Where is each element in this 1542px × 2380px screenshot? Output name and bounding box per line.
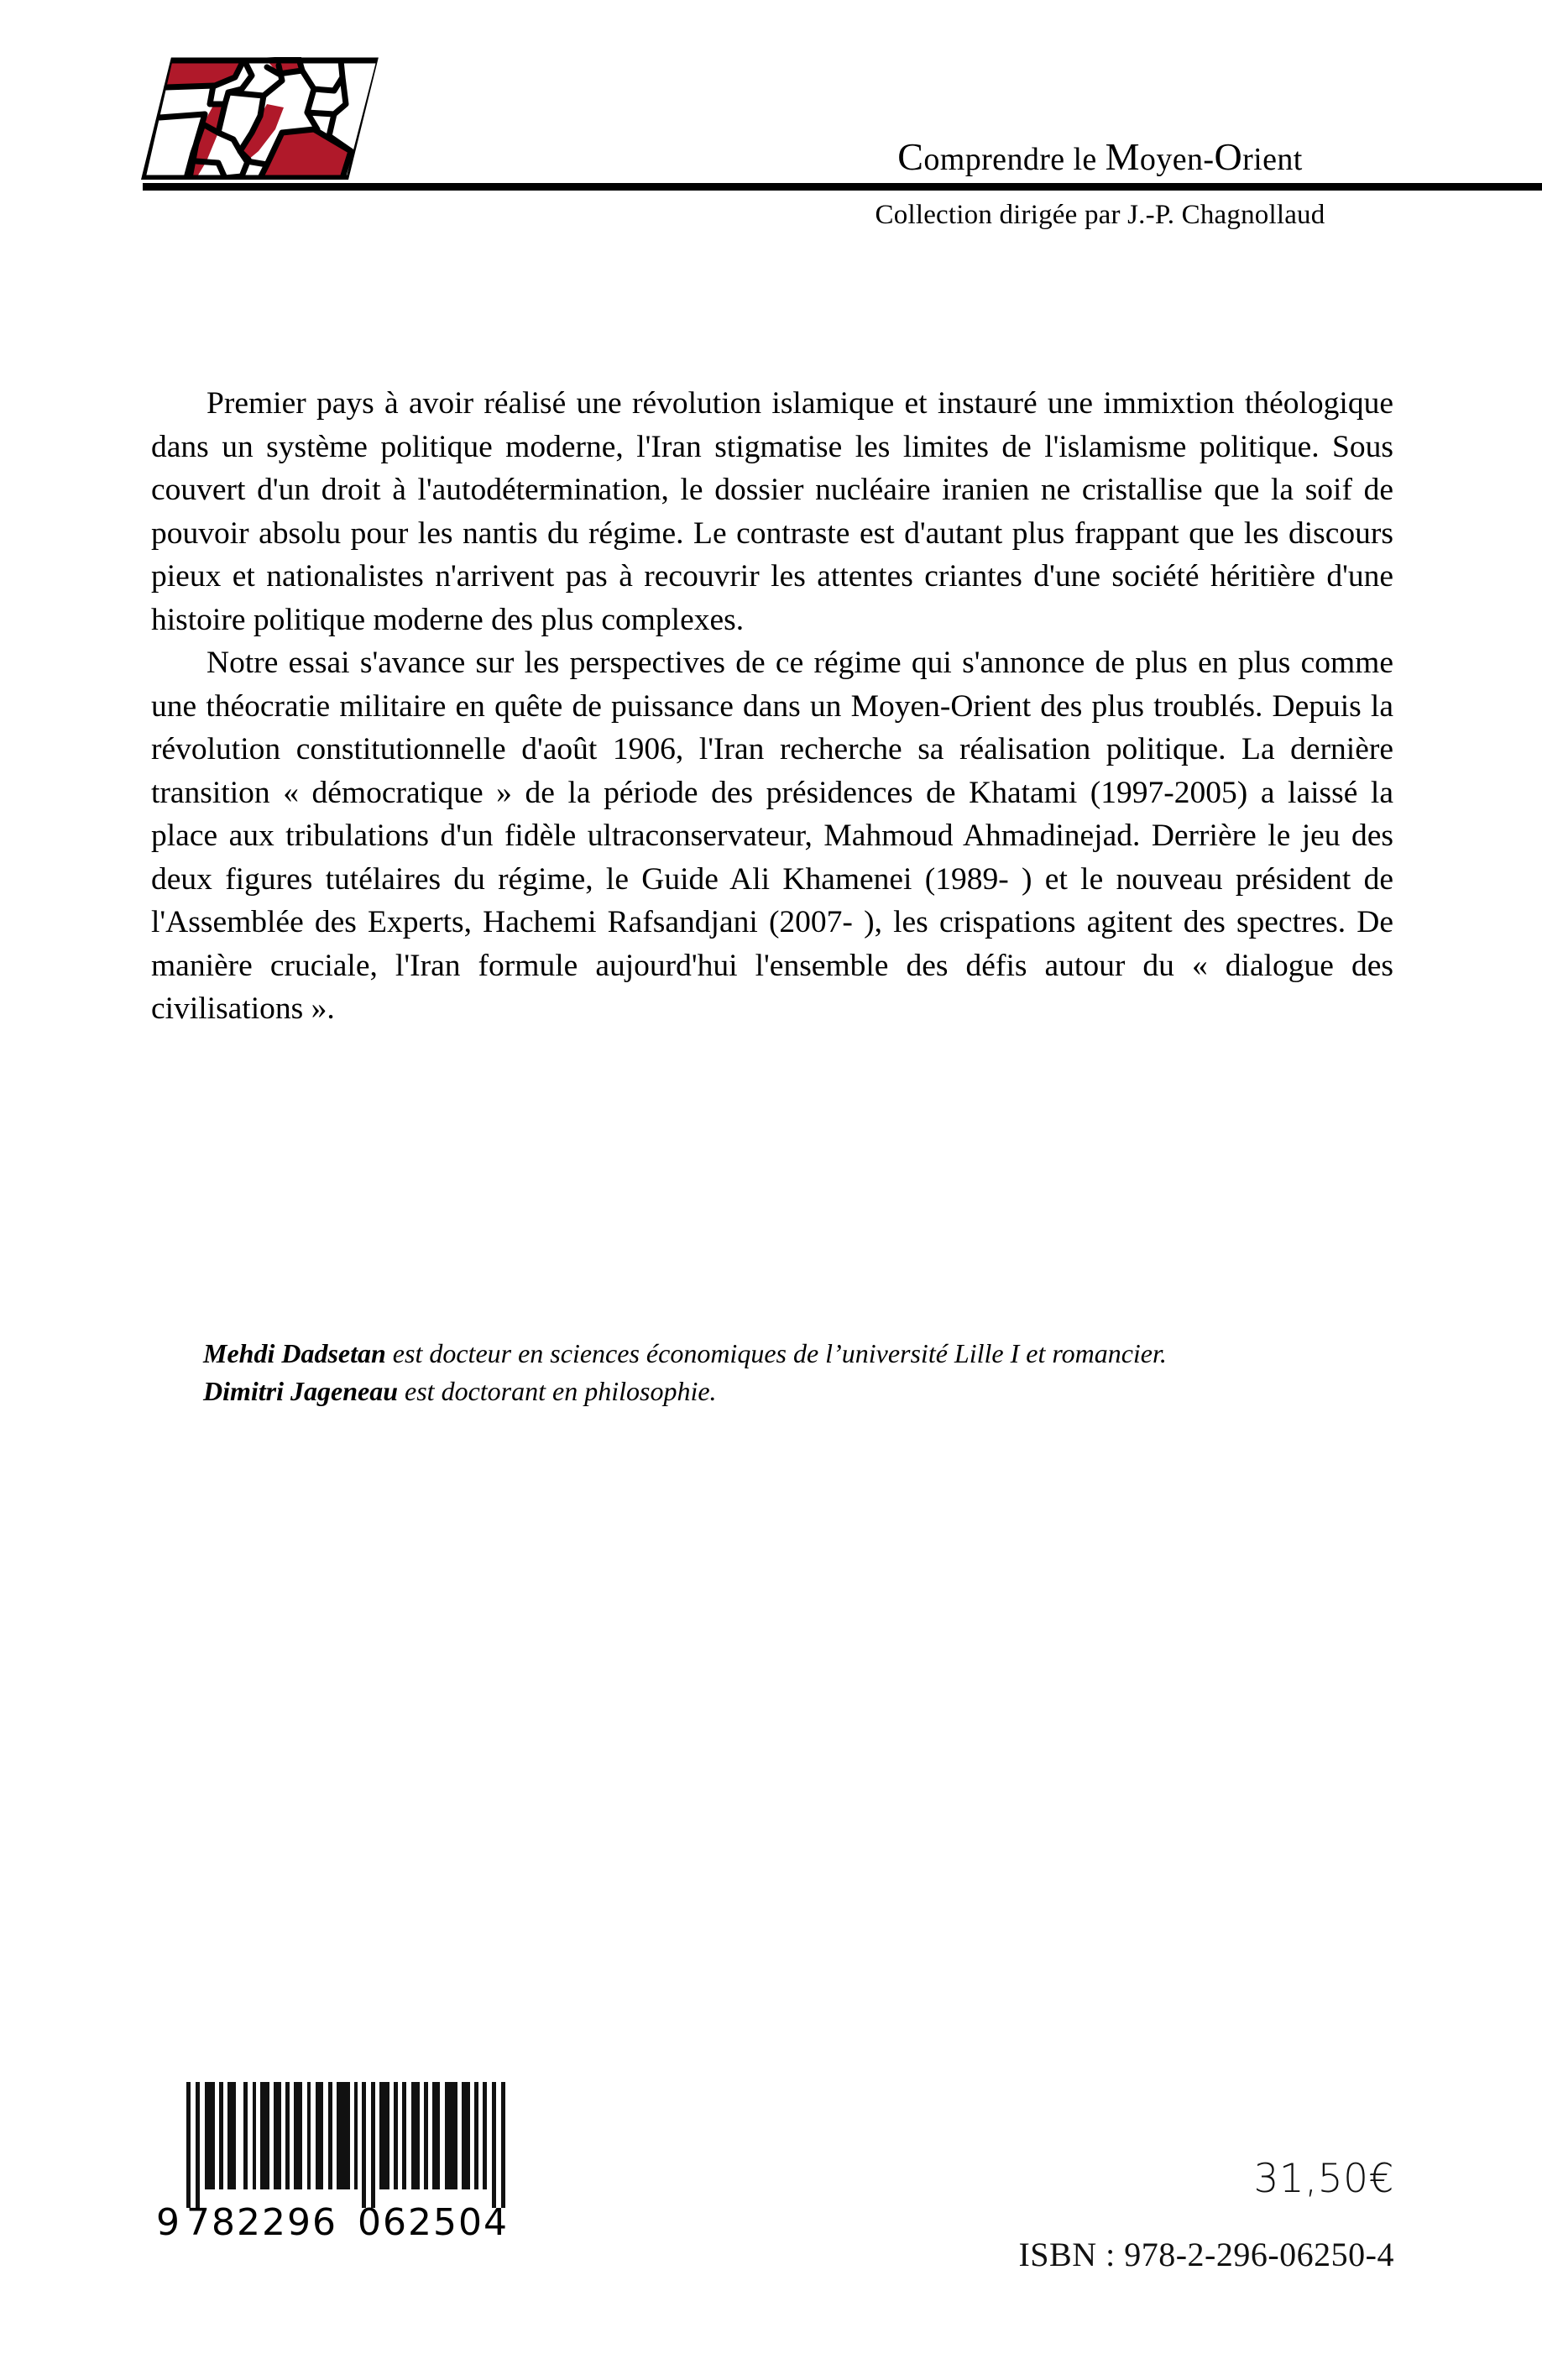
author-1-name: Mehdi Dadsetan bbox=[203, 1338, 386, 1368]
ean13-barcode bbox=[156, 2082, 517, 2247]
author-biographies bbox=[151, 1335, 1393, 1410]
author-2-name: Dimitri Jageneau bbox=[203, 1376, 399, 1406]
collection-title-seg-1: omprendre le bbox=[923, 142, 1106, 177]
author-bio-1 bbox=[151, 1335, 1393, 1373]
collection-title-cap-m: M bbox=[1105, 135, 1140, 178]
collection-title-cap-c: C bbox=[897, 135, 924, 178]
collection-title-cap-o: O bbox=[1214, 135, 1243, 178]
price-label: 31,50€ bbox=[1253, 2156, 1394, 2202]
collection-header bbox=[0, 0, 1542, 260]
blurb-paragraph-1: Premier pays à avoir réalisé une révolution islamique et instauré une immixtion théologique dans un système politique moderne, l'Iran stigmatise les limites de l'islamisme politique. Sous couvert d'un droit à l'autodétermination, le dossier nucléaire iranien ne cristallise que la soif de pouvoir absolu pour les nantis du régime. Le contraste est d'autant plus frappant que les discours pieux et nationalistes n'arrivent pas à recouvrir les attentes criantes d'une société héritière d'une histoire politique moderne des plus complexes. bbox=[151, 386, 1393, 637]
barcode-digits bbox=[156, 2201, 517, 2247]
collection-title-seg-2: oyen- bbox=[1139, 142, 1215, 177]
author-2-bio: est doctorant en philosophie. bbox=[398, 1376, 717, 1406]
barcode-bars bbox=[156, 2082, 517, 2208]
collection-title bbox=[0, 134, 1542, 179]
collection-subtitle bbox=[0, 200, 1542, 231]
barcode-digit-prefix: 9 bbox=[156, 2201, 181, 2244]
isbn-label: ISBN : 978-2-296-06250-4 bbox=[1018, 2236, 1394, 2273]
collection-subtitle-text: Collection dirigée par J.-P. Chagnollaud bbox=[875, 200, 1325, 230]
author-1-bio: est docteur en sciences économiques de l’université Lille I et romancier. bbox=[385, 1338, 1167, 1368]
author-bio-2 bbox=[151, 1373, 1393, 1410]
barcode-digits-left-group: 782296 bbox=[186, 2201, 337, 2244]
barcode-digits-right-group: 062504 bbox=[358, 2201, 509, 2244]
back-cover-blurb bbox=[151, 382, 1393, 1031]
header-divider-rule bbox=[143, 183, 1542, 191]
collection-title-seg-3: rient bbox=[1242, 142, 1303, 177]
blurb-paragraph-2: Notre essai s'avance sur les perspectives de ce régime qui s'annonce de plus en plus comme une théocratie militaire en quête de puissance dans un Moyen-Orient des plus troublés. Depuis la révolution constitutionnelle d'août 1906, l'Iran recherche sa réalisation politique. La dernière transition « démocratique » de la période des présidences de Khatami (1997-2005) a laissé la place aux tribulations d'un fidèle ultraconservateur, Mahmoud Ahmadinejad. Derrière le jeu des deux figures tutélaires du régime, le Guide Ali Khamenei (1989- ) et le nouveau président de l'Assemblée des Experts, Hachemi Rafsandjani (2007- ), les crispations agitent des spectres. De manière cruciale, l'Iran formule aujourd'hui l'ensemble des défis autour du « dialogue des civilisations ». bbox=[151, 646, 1393, 1026]
